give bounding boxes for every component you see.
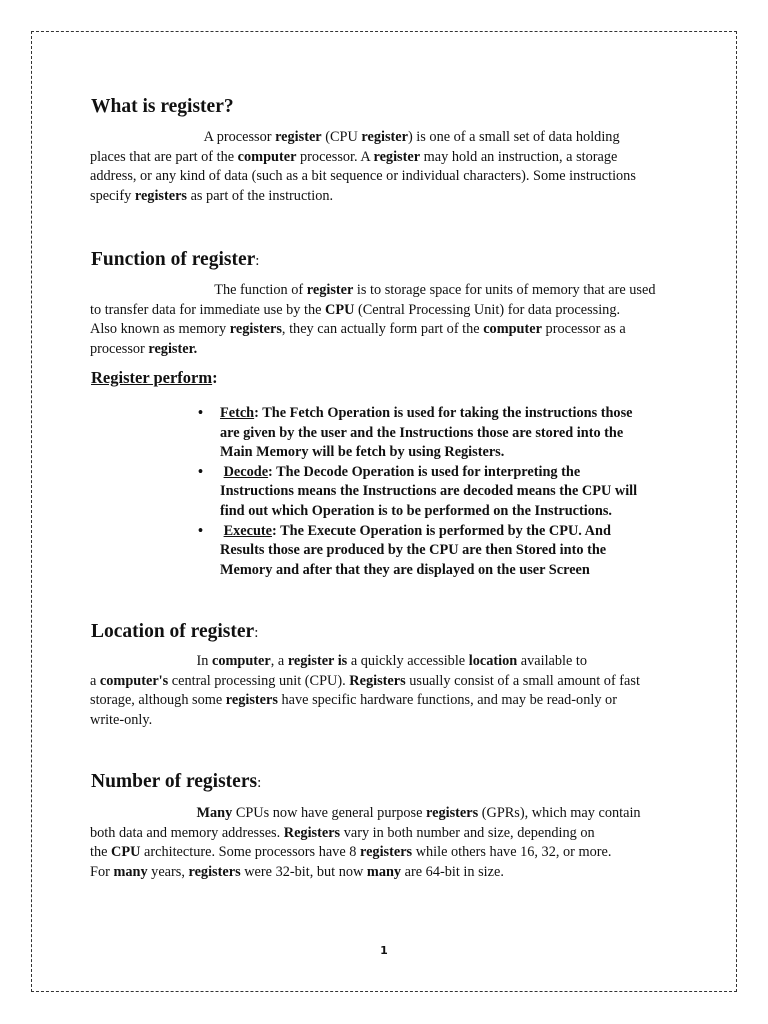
page-number: 1 [380,944,388,957]
text-line: specify registers as part of the instruction. [90,187,334,204]
list-item-decode: • Decode: The Decode Operation is used for interpreting the Instructions means the Instructions are decoded means the CPU will find out which Operation is to be performed on the Instructions. [198,463,638,519]
heading-register-perform: Register perform: [91,368,218,387]
text-line: the CPU architecture. Some processors have 8 registers while others have 16, 32, or more. [90,844,612,861]
text-line: Also known as memory registers, they can actually form part of the computer processor as a [90,321,626,338]
text-line: The function of register is to storage space for units of memory that are used [214,282,656,298]
text-line: A processor register (CPU register) is one of a small set of data holding [203,129,620,145]
text-line: processor register. [90,340,198,357]
bullet-icon: • [198,405,204,421]
heading-what-is-register: What is register? [91,96,234,117]
text-line: places that are part of the computer processor. A register may hold an instruction, a storage [90,148,618,165]
bullet-icon: • [198,463,204,480]
text-line: In computer, a register is a quickly accessible location available to [196,653,588,669]
location-paragraph [90,652,680,730]
function-paragraph [90,281,680,359]
text-line: a computer's central processing unit (CPU). Registers usually consist of a small amount of fast [90,672,640,689]
text-line: write-only. [90,711,153,728]
text-line: storage, although some registers have specific hardware functions, and may be read-only or [90,692,617,709]
text-line: to transfer data for immediate use by the CPU (Central Processing Unit) for data processing. [90,301,621,318]
heading-function-of-register: Function of register: [91,249,260,270]
list-item-fetch: • Fetch: The Fetch Operation is used for taking the instructions those are given by the user and the Instructions those are stored into the Main Memory will be fetch by using Registers. [198,405,633,461]
text-line: Many CPUs now have general purpose registers (GPRs), which may contain [196,805,641,821]
text-line: For many years, registers were 32-bit, but now many are 64-bit in size. [90,863,504,880]
number-paragraph [90,804,680,882]
bullet-icon: • [198,522,204,539]
heading-number-of-registers: Number of registers: [91,771,262,792]
text-line: address, or any kind of data (such as a bit sequence or individual characters). Some instructions [90,168,636,185]
heading-location-of-register: Location of register: [91,621,259,642]
list-item-execute: • Execute: The Execute Operation is performed by the CPU. And Results those are produced by the CPU are then Stored into the Memory and after that they are displayed on the user Screen [198,522,611,578]
register-definition-paragraph [90,128,680,206]
text-line: both data and memory addresses. Registers vary in both number and size, depending on [90,824,595,841]
operations-list [196,404,676,580]
